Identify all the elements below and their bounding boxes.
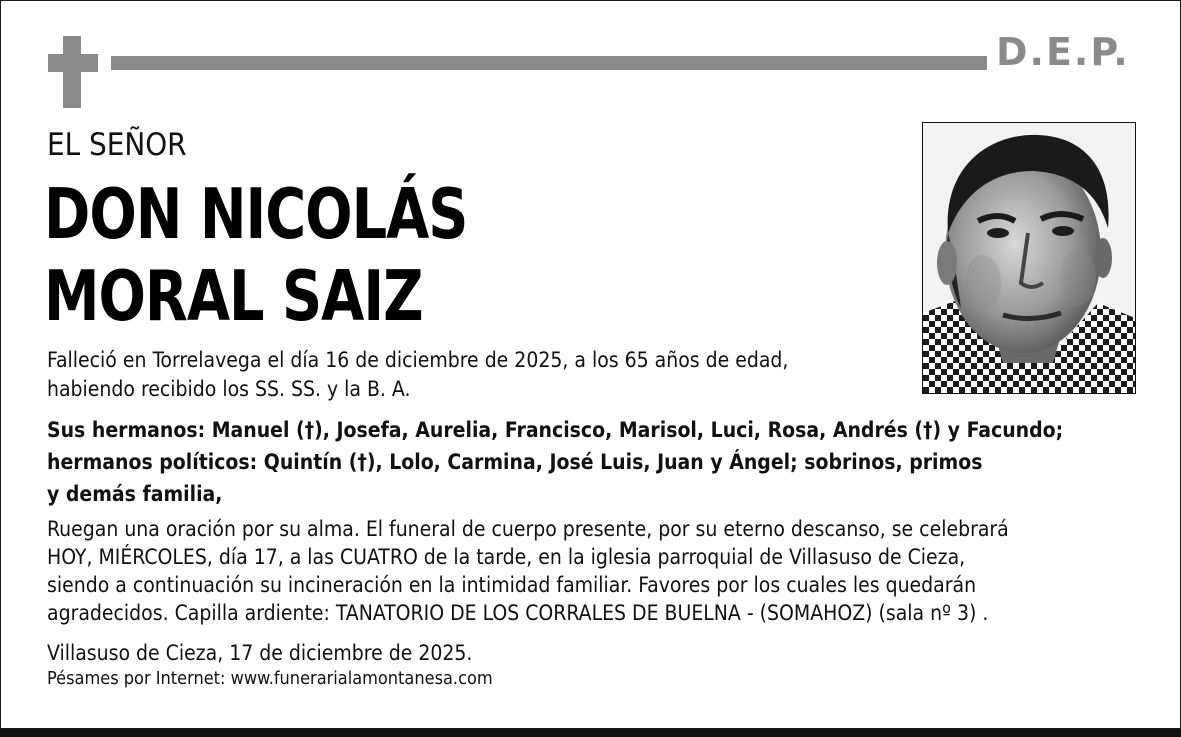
- funeral-line3: siendo a continuación su incineración en la intimidad familiar. Favores por los cuales les quedarán: [47, 573, 977, 597]
- condolences-web: Pésames por Internet: www.funerarialamontanesa.com: [47, 668, 493, 689]
- place-date: Villasuso de Cieza, 17 de diciembre de 2025.: [47, 641, 473, 665]
- cross-icon-arm: [48, 54, 98, 72]
- header-rule: [111, 56, 987, 70]
- family-list: [47, 414, 1063, 510]
- portrait-photo: [922, 122, 1136, 394]
- death-notice-line2: habiendo recibido los SS. SS. y la B. A.: [47, 377, 411, 401]
- bottom-bar: [0, 729, 1181, 737]
- honorific: EL SEÑOR: [47, 127, 187, 163]
- deceased-name-line2: MORAL SAIZ: [44, 255, 423, 338]
- death-notice: [47, 346, 788, 404]
- death-notice-line1: Falleció en Torrelavega el día 16 de diciembre de 2025, a los 65 años de edad,: [47, 348, 789, 372]
- family-line3: y demás familia,: [47, 482, 223, 506]
- funeral-line4: agradecidos. Capilla ardiente: TANATORIO DE LOS CORRALES DE BUELNA - (SOMAHOZ) (sala nº 3) .: [47, 601, 989, 625]
- portrait-image: [923, 123, 1135, 393]
- funeral-line2: HOY, MIÉRCOLES, día 17, a las CUATRO de la tarde, en la iglesia parroquial de Villasuso de Cieza,: [47, 545, 966, 569]
- funeral-details: [47, 515, 1009, 627]
- dep-label: D.E.P.: [996, 30, 1130, 74]
- family-line2: hermanos políticos: Quintín (†), Lolo, Carmina, José Luis, Juan y Ángel; sobrinos, primos: [47, 450, 983, 474]
- funeral-line1: Ruegan una oración por su alma. El funeral de cuerpo presente, por su eterno descanso, se celebrará: [47, 517, 1009, 541]
- family-line1: Sus hermanos: Manuel (†), Josefa, Aurelia, Francisco, Marisol, Luci, Rosa, Andrés (†) y Facundo;: [47, 418, 1064, 442]
- deceased-name-line1: DON NICOLÁS: [44, 173, 468, 256]
- cross-icon: [63, 36, 81, 108]
